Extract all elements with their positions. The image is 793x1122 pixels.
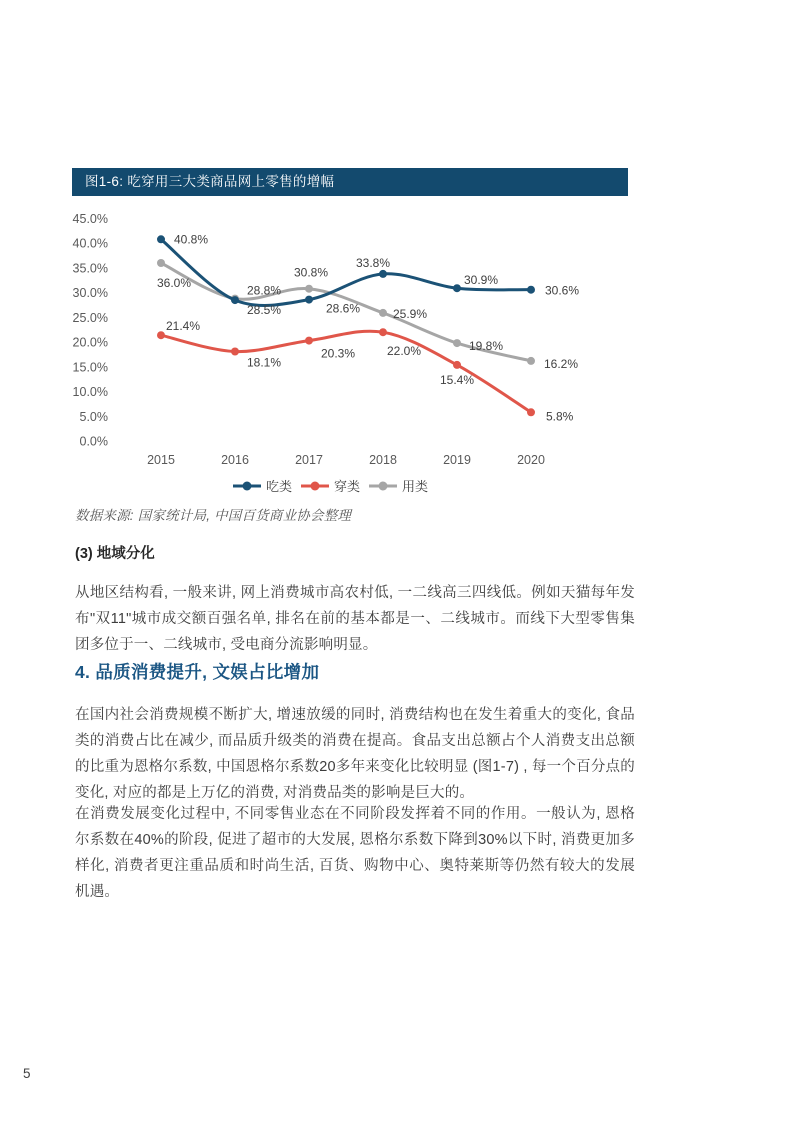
paragraph-retail-formats: 在消费发展变化过程中, 不同零售业态在不同阶段发挥着不同的作用。一般认为, 恩格尔系数在40%的阶段, 促进了超市的大发展, 恩格尔系数下降到30%以下时, 消费更加多样化, 消费者更注重品质和时尚生活, 百货、购物中心、奥特莱斯等仍然有较大的发展机遇。: [75, 806, 635, 900]
data-point-marker: [527, 357, 535, 365]
data-point-marker: [305, 337, 313, 345]
section-heading-region-divergence: (3) 地域分化: [75, 546, 155, 562]
x-axis-tick-label: 2019: [443, 453, 471, 467]
data-point-marker: [527, 408, 535, 416]
data-point-label: 18.1%: [247, 355, 282, 370]
data-point-label: 30.8%: [293, 265, 329, 280]
y-axis-tick-label: 0.0%: [79, 434, 108, 449]
data-point-marker: [379, 270, 387, 278]
figure-title-bar: [72, 168, 628, 196]
data-point-marker: [379, 328, 387, 336]
data-point-label: 40.8%: [174, 232, 209, 247]
y-axis-tick-label: 45.0%: [72, 212, 108, 226]
data-point-label: 28.6%: [326, 301, 361, 316]
section-heading-quality-consumption: 4. 品质消费提升, 文娱占比增加: [75, 662, 320, 682]
y-axis-tick-label: 20.0%: [72, 335, 108, 350]
x-axis-tick-label: 2016: [221, 453, 249, 467]
retail-growth-line-chart: [72, 200, 628, 502]
data-point-label: 20.3%: [321, 346, 356, 361]
paragraph-region-structure: 从地区结构看, 一般来讲, 网上消费城市高农村低, 一二线高三四线低。例如天猫每年发布"双11"城市成交额百强名单, 排名在前的基本都是一、二线城市。而线下大型零售集团多位于一、二线城市, 受电商分流影响明显。: [75, 585, 635, 653]
data-point-marker: [157, 259, 165, 267]
data-point-marker: [379, 309, 387, 317]
legend-dot-swatch: [243, 482, 252, 491]
data-point-label: 16.2%: [544, 356, 579, 371]
data-source-note: 数据来源: 国家统计局, 中国百货商业协会整理: [75, 508, 352, 523]
legend-dot-swatch: [311, 482, 320, 491]
data-point-label: 25.9%: [393, 306, 428, 321]
data-point-marker: [527, 286, 535, 294]
y-axis-tick-label: 40.0%: [72, 236, 108, 251]
data-point-marker: [231, 348, 239, 356]
data-point-label: 28.8%: [247, 283, 282, 298]
data-point-label: 5.8%: [546, 409, 574, 424]
legend-label: 吃类: [266, 479, 293, 494]
y-axis-tick-label: 30.0%: [72, 286, 108, 301]
data-point-label: 19.8%: [469, 339, 504, 354]
data-point-label: 22.0%: [387, 344, 422, 359]
paragraph-engel-coefficient: 在国内社会消费规模不断扩大, 增速放缓的同时, 消费结构也在发生着重大的变化, 食品类的消费占比在减少, 而品质升级类的消费在提高。食品支出总额占个人消费支出总额的比重为恩格尔系数, 中国恩格尔系数20多年来变化比较明显 (图1-7) , 每一个百分点的变化, 对应的都是上万亿的消费, 对消费品类的影响是巨大的。: [75, 707, 635, 801]
legend-dot-swatch: [379, 482, 388, 491]
y-axis-tick-label: 10.0%: [72, 385, 108, 400]
data-point-marker: [157, 331, 165, 339]
data-point-label: 36.0%: [157, 276, 192, 290]
legend-label: 用类: [402, 479, 429, 494]
data-point-label: 15.4%: [439, 372, 475, 387]
data-point-label: 33.8%: [355, 255, 391, 270]
data-point-marker: [231, 296, 239, 304]
data-point-label: 21.4%: [166, 319, 201, 334]
data-point-marker: [453, 284, 461, 292]
figure-block: [72, 168, 628, 502]
y-axis-tick-label: 35.0%: [72, 261, 108, 276]
y-axis-tick-label: 15.0%: [72, 360, 108, 375]
data-point-marker: [305, 296, 313, 304]
legend-label: 穿类: [334, 479, 361, 494]
data-point-label: 30.6%: [545, 283, 580, 298]
y-axis-tick-label: 25.0%: [72, 310, 108, 325]
data-point-marker: [305, 285, 313, 293]
x-axis-tick-label: 2020: [517, 453, 545, 467]
data-point-label: 30.9%: [464, 273, 499, 288]
data-point-marker: [453, 361, 461, 369]
data-point-marker: [453, 339, 461, 347]
figure-title: 图1-6: 吃穿用三大类商品网上零售的增幅: [85, 174, 335, 189]
x-axis-tick-label: 2015: [147, 453, 175, 467]
data-point-label: 28.5%: [247, 303, 282, 318]
x-axis-tick-label: 2017: [295, 453, 323, 467]
x-axis-tick-label: 2018: [369, 453, 397, 467]
y-axis-tick-label: 5.0%: [79, 409, 108, 424]
data-point-marker: [157, 235, 165, 243]
page-number: 5: [23, 1066, 31, 1081]
